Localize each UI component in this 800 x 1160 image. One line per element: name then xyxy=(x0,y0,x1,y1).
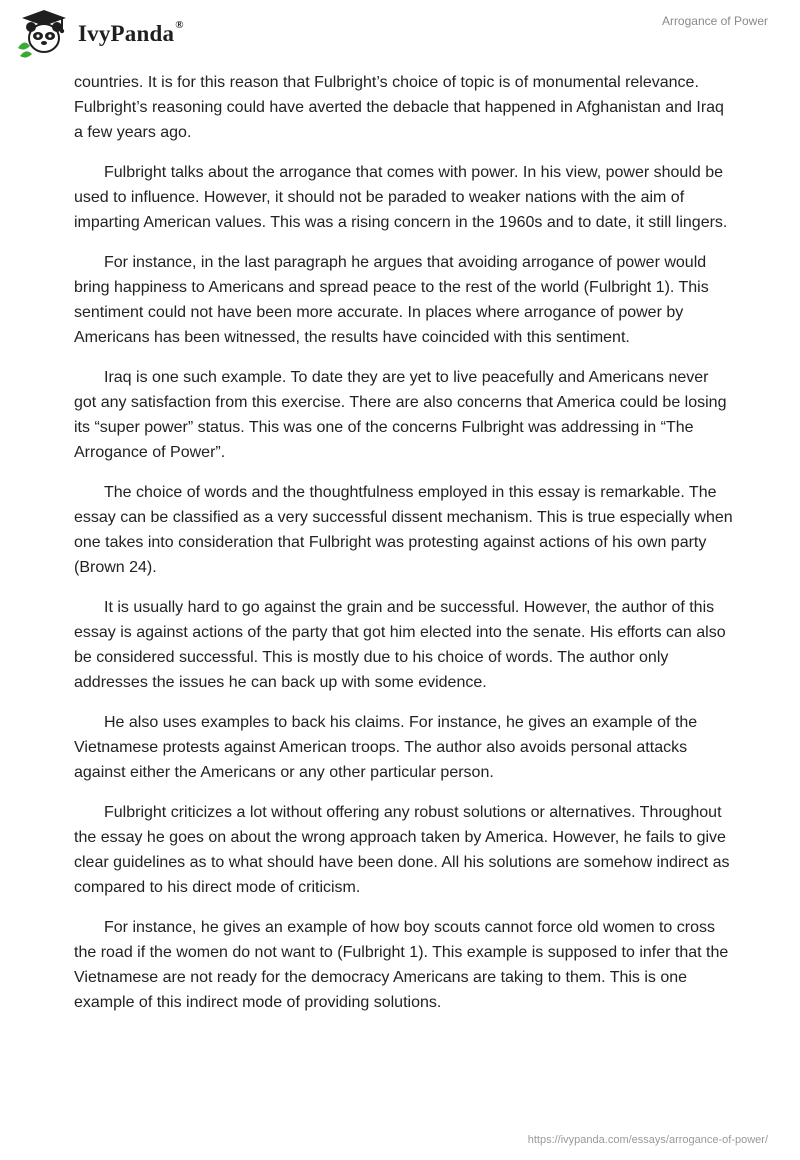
source-url-link[interactable]: https://ivypanda.com/essays/arrogance-of-power/ xyxy=(527,1134,768,1146)
paragraph: For instance, in the last paragraph he argues that avoiding arrogance of power would bring happiness to Americans and spread peace to the rest of the world (Fulbright 1). This sentiment could not have been more accurate. In places where arrogance of power by Americans has been witnessed, the results have coincided with this sentiment. xyxy=(74,254,709,346)
page-header xyxy=(0,0,800,70)
paragraph: Iraq is one such example. To date they are yet to live peacefully and Americans never got any satisfaction from this exercise. There are also concerns that America could be losing its “super power” status. This was one of the concerns Fulbright was addressing in “The Arrogance of Power”. xyxy=(74,369,727,461)
paragraph: For instance, he gives an example of how boy scouts cannot force old women to cross the road if the women do not want to (Fulbright 1). This example is supposed to infer that the Vietnamese are not ready for the democracy Americans are taking to them. This is one example of this indirect mode of providing solutions. xyxy=(74,919,729,1011)
paragraph: countries. It is for this reason that Fulbright’s choice of topic is of monumental relevance. Fulbright’s reasoning could have averted the debacle that happened in Afghanistan and Iraq a few years ago. xyxy=(74,74,724,141)
document-title: Arrogance of Power xyxy=(661,14,768,28)
paragraph: It is usually hard to go against the grain and be successful. However, the author of this essay is against actions of the party that got him elected into the senate. His efforts can also be considered successful. This is mostly due to his choice of words. The author only addresses the issues he can back up with some evidence. xyxy=(74,599,726,691)
paragraph: The choice of words and the thoughtfulness employed in this essay is remarkable. The essay can be classified as a very successful dissent mechanism. This is true especially when one takes into consideration that Fulbright was protesting against actions of his own party (Brown 24). xyxy=(74,484,733,576)
ivypanda-logo[interactable] xyxy=(14,8,184,58)
panda-graduate-icon xyxy=(14,8,74,58)
paragraph: Fulbright criticizes a lot without offering any robust solutions or alternatives. Throughout the essay he goes on about the wrong approach taken by America. However, he fails to give clear guidelines as to what should have been done. All his solutions are somehow indirect as compared to his direct mode of criticism. xyxy=(74,804,730,896)
brand-name: IvyPanda® xyxy=(78,19,184,46)
essay-body xyxy=(74,70,734,1030)
paragraph: He also uses examples to back his claims. For instance, he gives an example of the Vietnamese protests against American troops. The author also avoids personal attacks against either the Americans or any other particular person. xyxy=(74,714,698,781)
paragraph: Fulbright talks about the arrogance that comes with power. In his view, power should be used to influence. However, it should not be paraded to weaker nations with the aim of imparting American values. This was a rising concern in the 1960s and to date, it still lingers. xyxy=(74,164,728,231)
